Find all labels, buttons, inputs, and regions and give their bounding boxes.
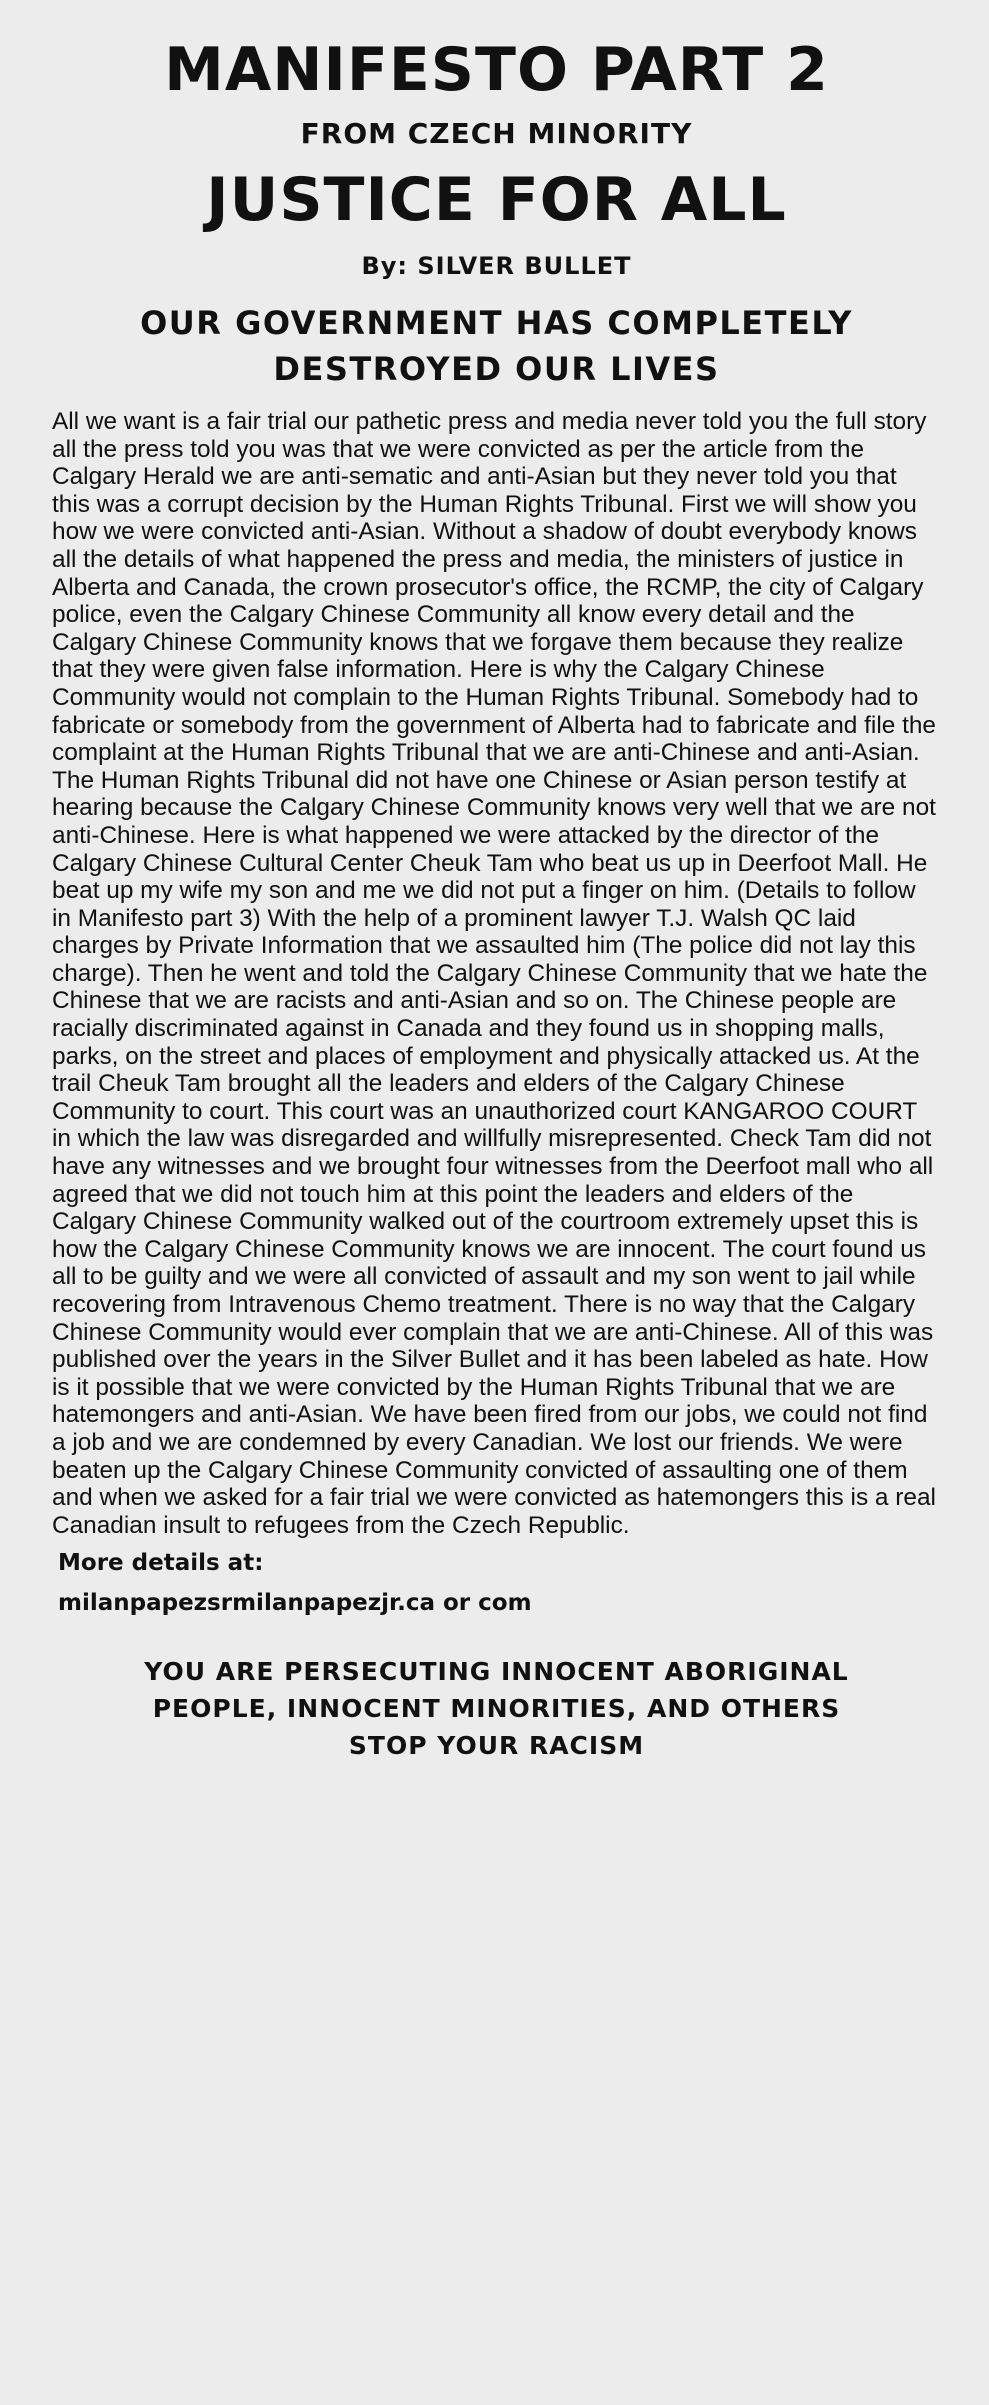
headline-line-2: DESTROYED OUR LIVES [273, 350, 720, 388]
slogan: JUSTICE FOR ALL [206, 165, 787, 235]
footer-line-3: STOP YOUR RACISM [348, 1731, 645, 1761]
footer-slogan [52, 1653, 941, 1764]
headline-line-1: OUR GOVERNMENT HAS COMPLETELY [140, 304, 853, 342]
page-title: MANIFESTO PART 2 [164, 35, 829, 105]
page-subtitle: FROM CZECH MINORITY [300, 117, 693, 150]
headline [52, 300, 941, 392]
more-details [58, 1543, 941, 1623]
footer-line-2: PEOPLE, INNOCENT MINORITIES, AND OTHERS [152, 1694, 841, 1724]
body-text: All we want is a fair trial our pathetic press and media never told you the full story all the press told you was that we were convicted as per the article from the Calgary Herald we are anti-sematic and anti-Asian but they never told you that this was a corrupt decision by the Human Rights Tribunal. First we will show you how we were convicted anti-Asian. Without a shadow of doubt everybody knows all the details of what happened the press and media, the ministers of justice in Alberta and Canada, the crown prosecutor's office, the RCMP, the city of Calgary police, even the Calgary Chinese Community all know every detail and the Calgary Chinese Community knows that we forgave them because they realize that they were given false information. Here is why the Calgary Chinese Community would not complain to the Human Rights Tribunal. Somebody had to fabricate or somebody from the government of Alberta had to fabricate and file the complaint at the Human Rights Tribunal that we are anti-Chinese and anti-Asian. The Human Rights Tribunal did not have one Chinese or Asian person testify at hearing because the Calgary Chinese Community knows very well that we are not anti-Chinese. Here is what happened we were attacked by the director of the Calgary Chinese Cultural Center Cheuk Tam who beat us up in Deerfoot Mall. He beat up my wife my son and me we did not put a finger on him. (Details to follow in Manifesto part 3) With the help of a prominent lawyer T.J. Walsh QC laid charges by Private Information that we assaulted him (The police did not lay this charge). Then he went and told the Calgary Chinese Community that we hate the Chinese that we are racists and anti-Asian and so on. The Chinese people are racially discriminated against in Canada and they found us in shopping malls, parks, on the street and places of employment and physically attacked us. At the trail Cheuk Tam brought all the leaders and elders of the Calgary Chinese Community to court. This court was an unauthorized court KANGAROO COURT in which the law was disregarded and willfully misrepresented. Check Tam did not have any witnesses and we brought four witnesses from the Deerfoot mall who all agreed that we did not touch him at this point the leaders and elders of the Calgary Chinese Community walked out of the courtroom extremely upset this is how the Calgary Chinese Community knows we are innocent. The court found us all to be guilty and we were all convicted of assault and my son went to jail while recovering from Intravenous Chemo treatment. There is no way that the Calgary Chinese Community would ever complain that we are anti-Chinese. All of this was published over the years in the Silver Bullet and it has been labeled as hate. How is it possible that we were convicted by the Human Rights Tribunal that we are hatemongers and anti-Asian. We have been fired from our jobs, we could not find a job and we are condemned by every Canadian. We lost our friends. We were beaten up the Calgary Chinese Community convicted of assaulting one of them and when we asked for a fair trial we were convicted as hatemongers this is a real Canadian insult to refugees from the Czech Republic. [52, 408, 936, 1539]
byline: By: SILVER BULLET [361, 252, 632, 280]
more-details-label: More details at: [58, 1550, 264, 1577]
website-text: milanpapezsrmilanpapezjr.ca or com [58, 1590, 532, 1617]
footer-line-1: YOU ARE PERSECUTING INNOCENT ABORIGINAL [144, 1657, 849, 1687]
